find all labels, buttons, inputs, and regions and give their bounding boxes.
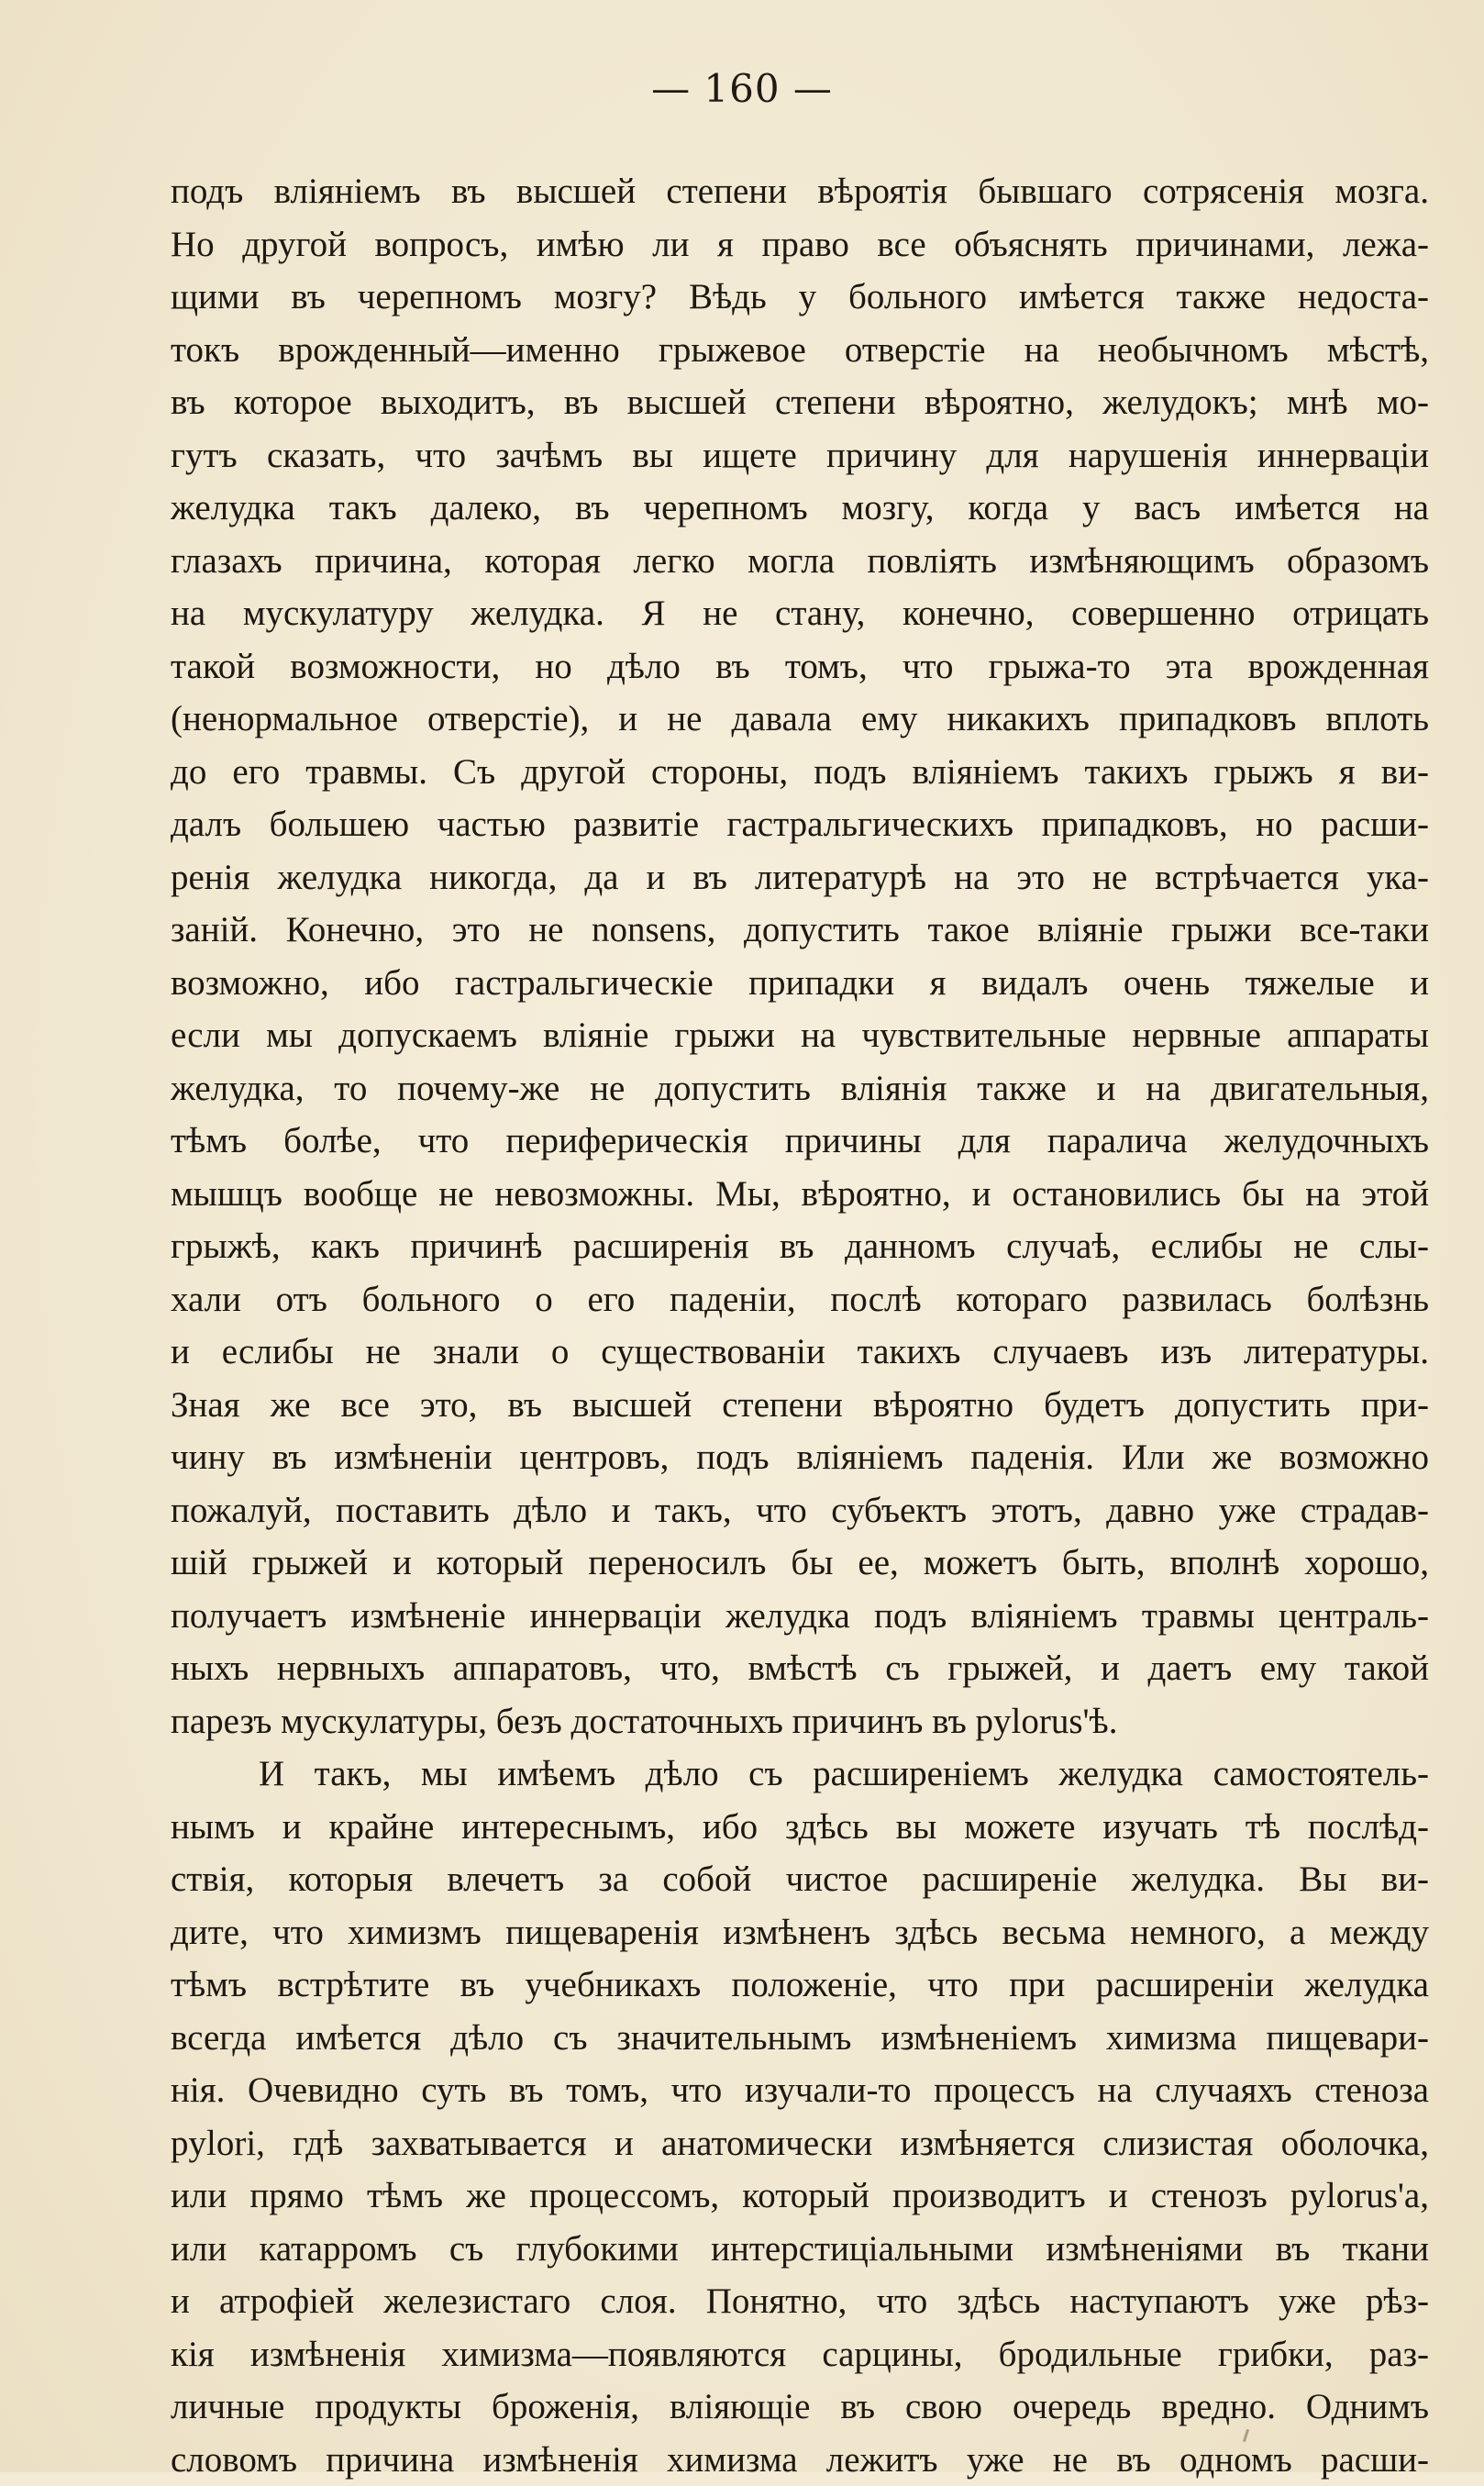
text-line: дите, что химизмъ пищеваренія измѣненъ здѣсь весьма немного, а между xyxy=(171,1906,1429,1959)
page-number: — 160 — xyxy=(0,66,1484,111)
text-line: въ которое выходитъ, въ высшей степени вѣроятно, желудокъ; мнѣ мо- xyxy=(171,376,1429,429)
text-line: кія измѣненія химизма—появляются сарцины, бродильные грибки, раз- xyxy=(171,2328,1429,2381)
text-line: шій грыжей и который переносилъ бы ее, можетъ быть, вполнѣ хорошо, xyxy=(171,1537,1429,1590)
text-line: мышцъ вообще не невозможны. Мы, вѣроятно, и остановились бы на этой xyxy=(171,1168,1429,1221)
text-line: такой возможности, но дѣло въ томъ, что грыжа-то эта врожденная xyxy=(171,640,1429,694)
paragraph-end-line: парезъ мускулатуры, безъ достаточныхъ причинъ въ pylorus'ѣ. xyxy=(171,1695,1429,1748)
text-line: заній. Конечно, это не nonsens, допустить такое вліяніе грыжи все-таки xyxy=(171,904,1429,957)
text-line: pylori, гдѣ захватывается и анатомически измѣняется слизистая оболочка, xyxy=(171,2117,1429,2170)
text-line: хали отъ больного о его паденіи, послѣ котораго развилась болѣзнь xyxy=(171,1273,1429,1326)
text-line: токъ врожденный—именно грыжевое отверстіе на необычномъ мѣстѣ, xyxy=(171,324,1429,377)
text-line: и еслибы не знали о существованіи такихъ случаевъ изъ литературы. xyxy=(171,1326,1429,1379)
text-line: глазахъ причина, которая легко могла повліять измѣняющимъ образомъ xyxy=(171,535,1429,588)
text-line: подъ вліяніемъ въ высшей степени вѣроятія бывшаго сотрясенія мозга. xyxy=(171,165,1429,218)
text-line: или катарромъ съ глубокими интерстиціальными измѣненіями въ ткани xyxy=(171,2223,1429,2276)
text-line: получаетъ измѣненіе иннерваціи желудка подъ вліяніемъ травмы централь- xyxy=(171,1590,1429,1643)
text-line: пожалуй, поставить дѣло и такъ, что субъектъ этотъ, давно уже страдав- xyxy=(171,1484,1429,1537)
text-line: личные продукты броженія, вліяющіе въ свою очередь вредно. Однимъ xyxy=(171,2381,1429,2434)
text-line: ренія желудка никогда, да и въ литературѣ на это не встрѣчается ука- xyxy=(171,851,1429,905)
text-line: тѣмъ встрѣтите въ учебникахъ положеніе, что при расширеніи желудка xyxy=(171,1959,1429,2012)
paragraph-start-line: И такъ, мы имѣемъ дѣло съ расширеніемъ желудка самостоятель- xyxy=(171,1748,1429,1801)
text-line: желудка такъ далеко, въ черепномъ мозгу, когда у васъ имѣется на xyxy=(171,482,1429,535)
text-line: и атрофіей железистаго слоя. Понятно, что здѣсь наступаютъ уже рѣз- xyxy=(171,2275,1429,2328)
text-line: ныхъ нервныхъ аппаратовъ, что, вмѣстѣ съ грыжей, и даетъ ему такой xyxy=(171,1642,1429,1695)
text-line: щими въ черепномъ мозгу? Вѣдь у больного имѣется также недоста- xyxy=(171,271,1429,324)
text-line: если мы допускаемъ вліяніе грыжи на чувствительные нервные аппараты xyxy=(171,1009,1429,1062)
body-text xyxy=(171,165,1429,2486)
text-line: до его травмы. Съ другой стороны, подъ вліяніемъ такихъ грыжъ я ви- xyxy=(171,746,1429,799)
text-line: (ненормальное отверстіе), и не давала ему никакихъ припадковъ вплоть xyxy=(171,693,1429,746)
text-line: возможно, ибо гастральгическіе припадки я видалъ очень тяжелые и xyxy=(171,957,1429,1010)
text-line: или прямо тѣмъ же процессомъ, который производитъ и стенозъ pylorus'a, xyxy=(171,2170,1429,2223)
text-line: гутъ сказать, что зачѣмъ вы ищете причину для нарушенія иннерваціи xyxy=(171,429,1429,483)
text-line: Зная же все это, въ высшей степени вѣроятно будетъ допустить при- xyxy=(171,1379,1429,1432)
text-line: тѣмъ болѣе, что периферическія причины для паралича желудочныхъ xyxy=(171,1115,1429,1168)
text-line: грыжѣ, какъ причинѣ расширенія въ данномъ случаѣ, еслибы не слы- xyxy=(171,1220,1429,1273)
text-line: словомъ причина измѣненія химизма лежитъ уже не въ одномъ расши- xyxy=(171,2434,1429,2486)
text-line: Но другой вопросъ, имѣю ли я право все объяснять причинами, лежа- xyxy=(171,218,1429,272)
text-line: чину въ измѣненіи центровъ, подъ вліяніемъ паденія. Или же возможно xyxy=(171,1431,1429,1484)
text-line: нія. Очевидно суть въ томъ, что изучали-то процессъ на случаяхъ стеноза xyxy=(171,2064,1429,2117)
text-line: нымъ и крайне интереснымъ, ибо здѣсь вы можете изучать тѣ послѣд- xyxy=(171,1801,1429,1854)
text-line: всегда имѣется дѣло съ значительнымъ измѣненіемъ химизма пищевари- xyxy=(171,2012,1429,2065)
text-line: далъ большею частью развитіе гастральгическихъ припадковъ, но расши- xyxy=(171,798,1429,851)
text-line: ствія, которыя влечетъ за собой чистое расширеніе желудка. Вы ви- xyxy=(171,1853,1429,1906)
text-line: желудка, то почему-же не допустить вліянія также и на двигательныя, xyxy=(171,1062,1429,1115)
text-line: на мускулатуру желудка. Я не стану, конечно, совершенно отрицать xyxy=(171,587,1429,640)
